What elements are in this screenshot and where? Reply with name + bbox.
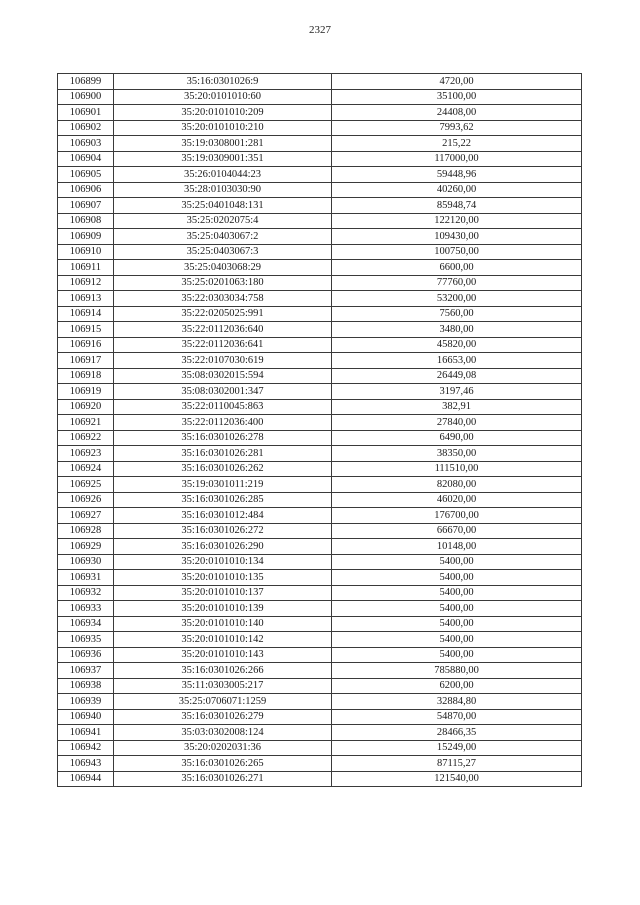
cadastral-number-cell: 35:03:0302008:124 [114,725,332,741]
cadastral-number-cell: 35:22:0110045:863 [114,399,332,415]
row-number-cell: 106919 [58,384,114,400]
cadastral-number-cell: 35:25:0202075:4 [114,213,332,229]
cadastral-value-cell: 6490,00 [332,430,582,446]
row-number-cell: 106939 [58,694,114,710]
cadastral-number-cell: 35:22:0112036:640 [114,322,332,338]
table-row [58,756,582,772]
table-row [58,353,582,369]
table-row [58,337,582,353]
row-number-cell: 106910 [58,244,114,260]
cadastral-value-cell: 5400,00 [332,554,582,570]
cadastral-value-cell: 109430,00 [332,229,582,245]
table-row [58,508,582,524]
cadastral-number-cell: 35:16:0301026:265 [114,756,332,772]
table-row [58,275,582,291]
cadastral-number-cell: 35:25:0401048:131 [114,198,332,214]
row-number-cell: 106925 [58,477,114,493]
page-number: 2327 [309,24,331,36]
cadastral-value-table [57,73,582,787]
table-row [58,477,582,493]
row-number-cell: 106915 [58,322,114,338]
table-row [58,678,582,694]
row-number-cell: 106908 [58,213,114,229]
cadastral-value-cell: 117000,00 [332,151,582,167]
table-row [58,539,582,555]
cadastral-value-cell: 111510,00 [332,461,582,477]
cadastral-value-cell: 53200,00 [332,291,582,307]
row-number-cell: 106942 [58,740,114,756]
cadastral-value-cell: 77760,00 [332,275,582,291]
table-row [58,384,582,400]
row-number-cell: 106912 [58,275,114,291]
row-number-cell: 106927 [58,508,114,524]
row-number-cell: 106924 [58,461,114,477]
cadastral-value-cell: 4720,00 [332,74,582,90]
row-number-cell: 106907 [58,198,114,214]
row-number-cell: 106922 [58,430,114,446]
cadastral-number-cell: 35:25:0201063:180 [114,275,332,291]
row-number-cell: 106932 [58,585,114,601]
row-number-cell: 106909 [58,229,114,245]
cadastral-number-cell: 35:16:0301012:484 [114,508,332,524]
cadastral-number-cell: 35:20:0101010:142 [114,632,332,648]
cadastral-value-cell: 59448,96 [332,167,582,183]
table-row [58,663,582,679]
table-row [58,554,582,570]
cadastral-value-cell: 3480,00 [332,322,582,338]
cadastral-value-cell: 5400,00 [332,570,582,586]
row-number-cell: 106923 [58,446,114,462]
table-row [58,647,582,663]
cadastral-number-cell: 35:16:0301026:271 [114,771,332,787]
cadastral-value-cell: 176700,00 [332,508,582,524]
table-row [58,446,582,462]
cadastral-value-cell: 7993,62 [332,120,582,136]
cadastral-number-cell: 35:20:0101010:139 [114,601,332,617]
row-number-cell: 106929 [58,539,114,555]
cadastral-number-cell: 35:08:0302001:347 [114,384,332,400]
cadastral-number-cell: 35:19:0308001:281 [114,136,332,152]
cadastral-number-cell: 35:22:0112036:641 [114,337,332,353]
cadastral-value-cell: 7560,00 [332,306,582,322]
cadastral-number-cell: 35:20:0101010:209 [114,105,332,121]
row-number-cell: 106943 [58,756,114,772]
cadastral-value-cell: 5400,00 [332,601,582,617]
table-row [58,182,582,198]
cadastral-number-cell: 35:20:0202031:36 [114,740,332,756]
row-number-cell: 106938 [58,678,114,694]
row-number-cell: 106937 [58,663,114,679]
cadastral-value-cell: 6200,00 [332,678,582,694]
row-number-cell: 106902 [58,120,114,136]
table-row [58,399,582,415]
table-row [58,570,582,586]
table-row [58,322,582,338]
table-row [58,632,582,648]
cadastral-value-cell: 215,22 [332,136,582,152]
table-row [58,601,582,617]
row-number-cell: 106903 [58,136,114,152]
table-row [58,585,582,601]
cadastral-number-cell: 35:08:0302015:594 [114,368,332,384]
row-number-cell: 106911 [58,260,114,276]
cadastral-number-cell: 35:22:0303034:758 [114,291,332,307]
cadastral-value-cell: 45820,00 [332,337,582,353]
cadastral-value-cell: 40260,00 [332,182,582,198]
table-row [58,771,582,787]
cadastral-number-cell: 35:20:0101010:210 [114,120,332,136]
table-row [58,136,582,152]
table-row [58,244,582,260]
table-row [58,725,582,741]
cadastral-number-cell: 35:28:0103030:90 [114,182,332,198]
cadastral-value-cell: 46020,00 [332,492,582,508]
row-number-cell: 106906 [58,182,114,198]
cadastral-value-cell: 785880,00 [332,663,582,679]
cadastral-value-cell: 32884,80 [332,694,582,710]
cadastral-number-cell: 35:16:0301026:281 [114,446,332,462]
row-number-cell: 106935 [58,632,114,648]
row-number-cell: 106917 [58,353,114,369]
row-number-cell: 106940 [58,709,114,725]
cadastral-number-cell: 35:16:0301026:9 [114,74,332,90]
cadastral-number-cell: 35:11:0303005:217 [114,678,332,694]
table-row [58,492,582,508]
cadastral-number-cell: 35:16:0301026:266 [114,663,332,679]
cadastral-value-cell: 5400,00 [332,632,582,648]
row-number-cell: 106944 [58,771,114,787]
table-row [58,74,582,90]
table-row [58,260,582,276]
cadastral-number-cell: 35:16:0301026:279 [114,709,332,725]
cadastral-number-cell: 35:25:0706071:1259 [114,694,332,710]
table-row [58,229,582,245]
cadastral-value-cell: 5400,00 [332,647,582,663]
table-row [58,694,582,710]
cadastral-value-cell: 100750,00 [332,244,582,260]
row-number-cell: 106921 [58,415,114,431]
cadastral-value-cell: 5400,00 [332,585,582,601]
row-number-cell: 106920 [58,399,114,415]
cadastral-value-cell: 35100,00 [332,89,582,105]
table-row [58,105,582,121]
cadastral-number-cell: 35:22:0205025:991 [114,306,332,322]
row-number-cell: 106934 [58,616,114,632]
row-number-cell: 106918 [58,368,114,384]
table-body [58,74,582,787]
cadastral-value-cell: 10148,00 [332,539,582,555]
cadastral-value-cell: 24408,00 [332,105,582,121]
cadastral-number-cell: 35:25:0403067:3 [114,244,332,260]
row-number-cell: 106936 [58,647,114,663]
cadastral-number-cell: 35:26:0104044:23 [114,167,332,183]
row-number-cell: 106933 [58,601,114,617]
cadastral-number-cell: 35:19:0309001:351 [114,151,332,167]
table-row [58,616,582,632]
row-number-cell: 106905 [58,167,114,183]
cadastral-value-cell: 87115,27 [332,756,582,772]
row-number-cell: 106914 [58,306,114,322]
cadastral-value-cell: 122120,00 [332,213,582,229]
cadastral-value-cell: 5400,00 [332,616,582,632]
table-row [58,523,582,539]
cadastral-value-cell: 26449,08 [332,368,582,384]
table-row [58,430,582,446]
table-row [58,740,582,756]
cadastral-number-cell: 35:22:0107030:619 [114,353,332,369]
row-number-cell: 106899 [58,74,114,90]
cadastral-number-cell: 35:16:0301026:262 [114,461,332,477]
cadastral-number-cell: 35:16:0301026:278 [114,430,332,446]
cadastral-number-cell: 35:19:0301011:219 [114,477,332,493]
table-row [58,213,582,229]
table-row [58,306,582,322]
table-row [58,151,582,167]
cadastral-number-cell: 35:16:0301026:272 [114,523,332,539]
table-row [58,89,582,105]
cadastral-number-cell: 35:20:0101010:143 [114,647,332,663]
cadastral-number-cell: 35:20:0101010:137 [114,585,332,601]
row-number-cell: 106916 [58,337,114,353]
row-number-cell: 106901 [58,105,114,121]
table-row [58,415,582,431]
cadastral-number-cell: 35:25:0403068:29 [114,260,332,276]
row-number-cell: 106904 [58,151,114,167]
table-row [58,198,582,214]
cadastral-number-cell: 35:20:0101010:134 [114,554,332,570]
row-number-cell: 106900 [58,89,114,105]
table-row [58,368,582,384]
table-row [58,291,582,307]
cadastral-number-cell: 35:16:0301026:290 [114,539,332,555]
cadastral-number-cell: 35:16:0301026:285 [114,492,332,508]
cadastral-value-cell: 15249,00 [332,740,582,756]
cadastral-number-cell: 35:25:0403067:2 [114,229,332,245]
cadastral-number-cell: 35:22:0112036:400 [114,415,332,431]
table-row [58,461,582,477]
row-number-cell: 106941 [58,725,114,741]
cadastral-value-cell: 16653,00 [332,353,582,369]
row-number-cell: 106928 [58,523,114,539]
cadastral-value-cell: 38350,00 [332,446,582,462]
table-row [58,709,582,725]
cadastral-value-cell: 121540,00 [332,771,582,787]
row-number-cell: 106930 [58,554,114,570]
table-row [58,120,582,136]
cadastral-number-cell: 35:20:0101010:140 [114,616,332,632]
cadastral-value-cell: 82080,00 [332,477,582,493]
cadastral-value-cell: 28466,35 [332,725,582,741]
cadastral-number-cell: 35:20:0101010:135 [114,570,332,586]
cadastral-value-cell: 3197,46 [332,384,582,400]
cadastral-value-cell: 85948,74 [332,198,582,214]
row-number-cell: 106913 [58,291,114,307]
cadastral-value-cell: 27840,00 [332,415,582,431]
table-row [58,167,582,183]
cadastral-value-cell: 66670,00 [332,523,582,539]
row-number-cell: 106926 [58,492,114,508]
cadastral-number-cell: 35:20:0101010:60 [114,89,332,105]
row-number-cell: 106931 [58,570,114,586]
cadastral-value-cell: 382,91 [332,399,582,415]
cadastral-value-cell: 54870,00 [332,709,582,725]
cadastral-value-cell: 6600,00 [332,260,582,276]
